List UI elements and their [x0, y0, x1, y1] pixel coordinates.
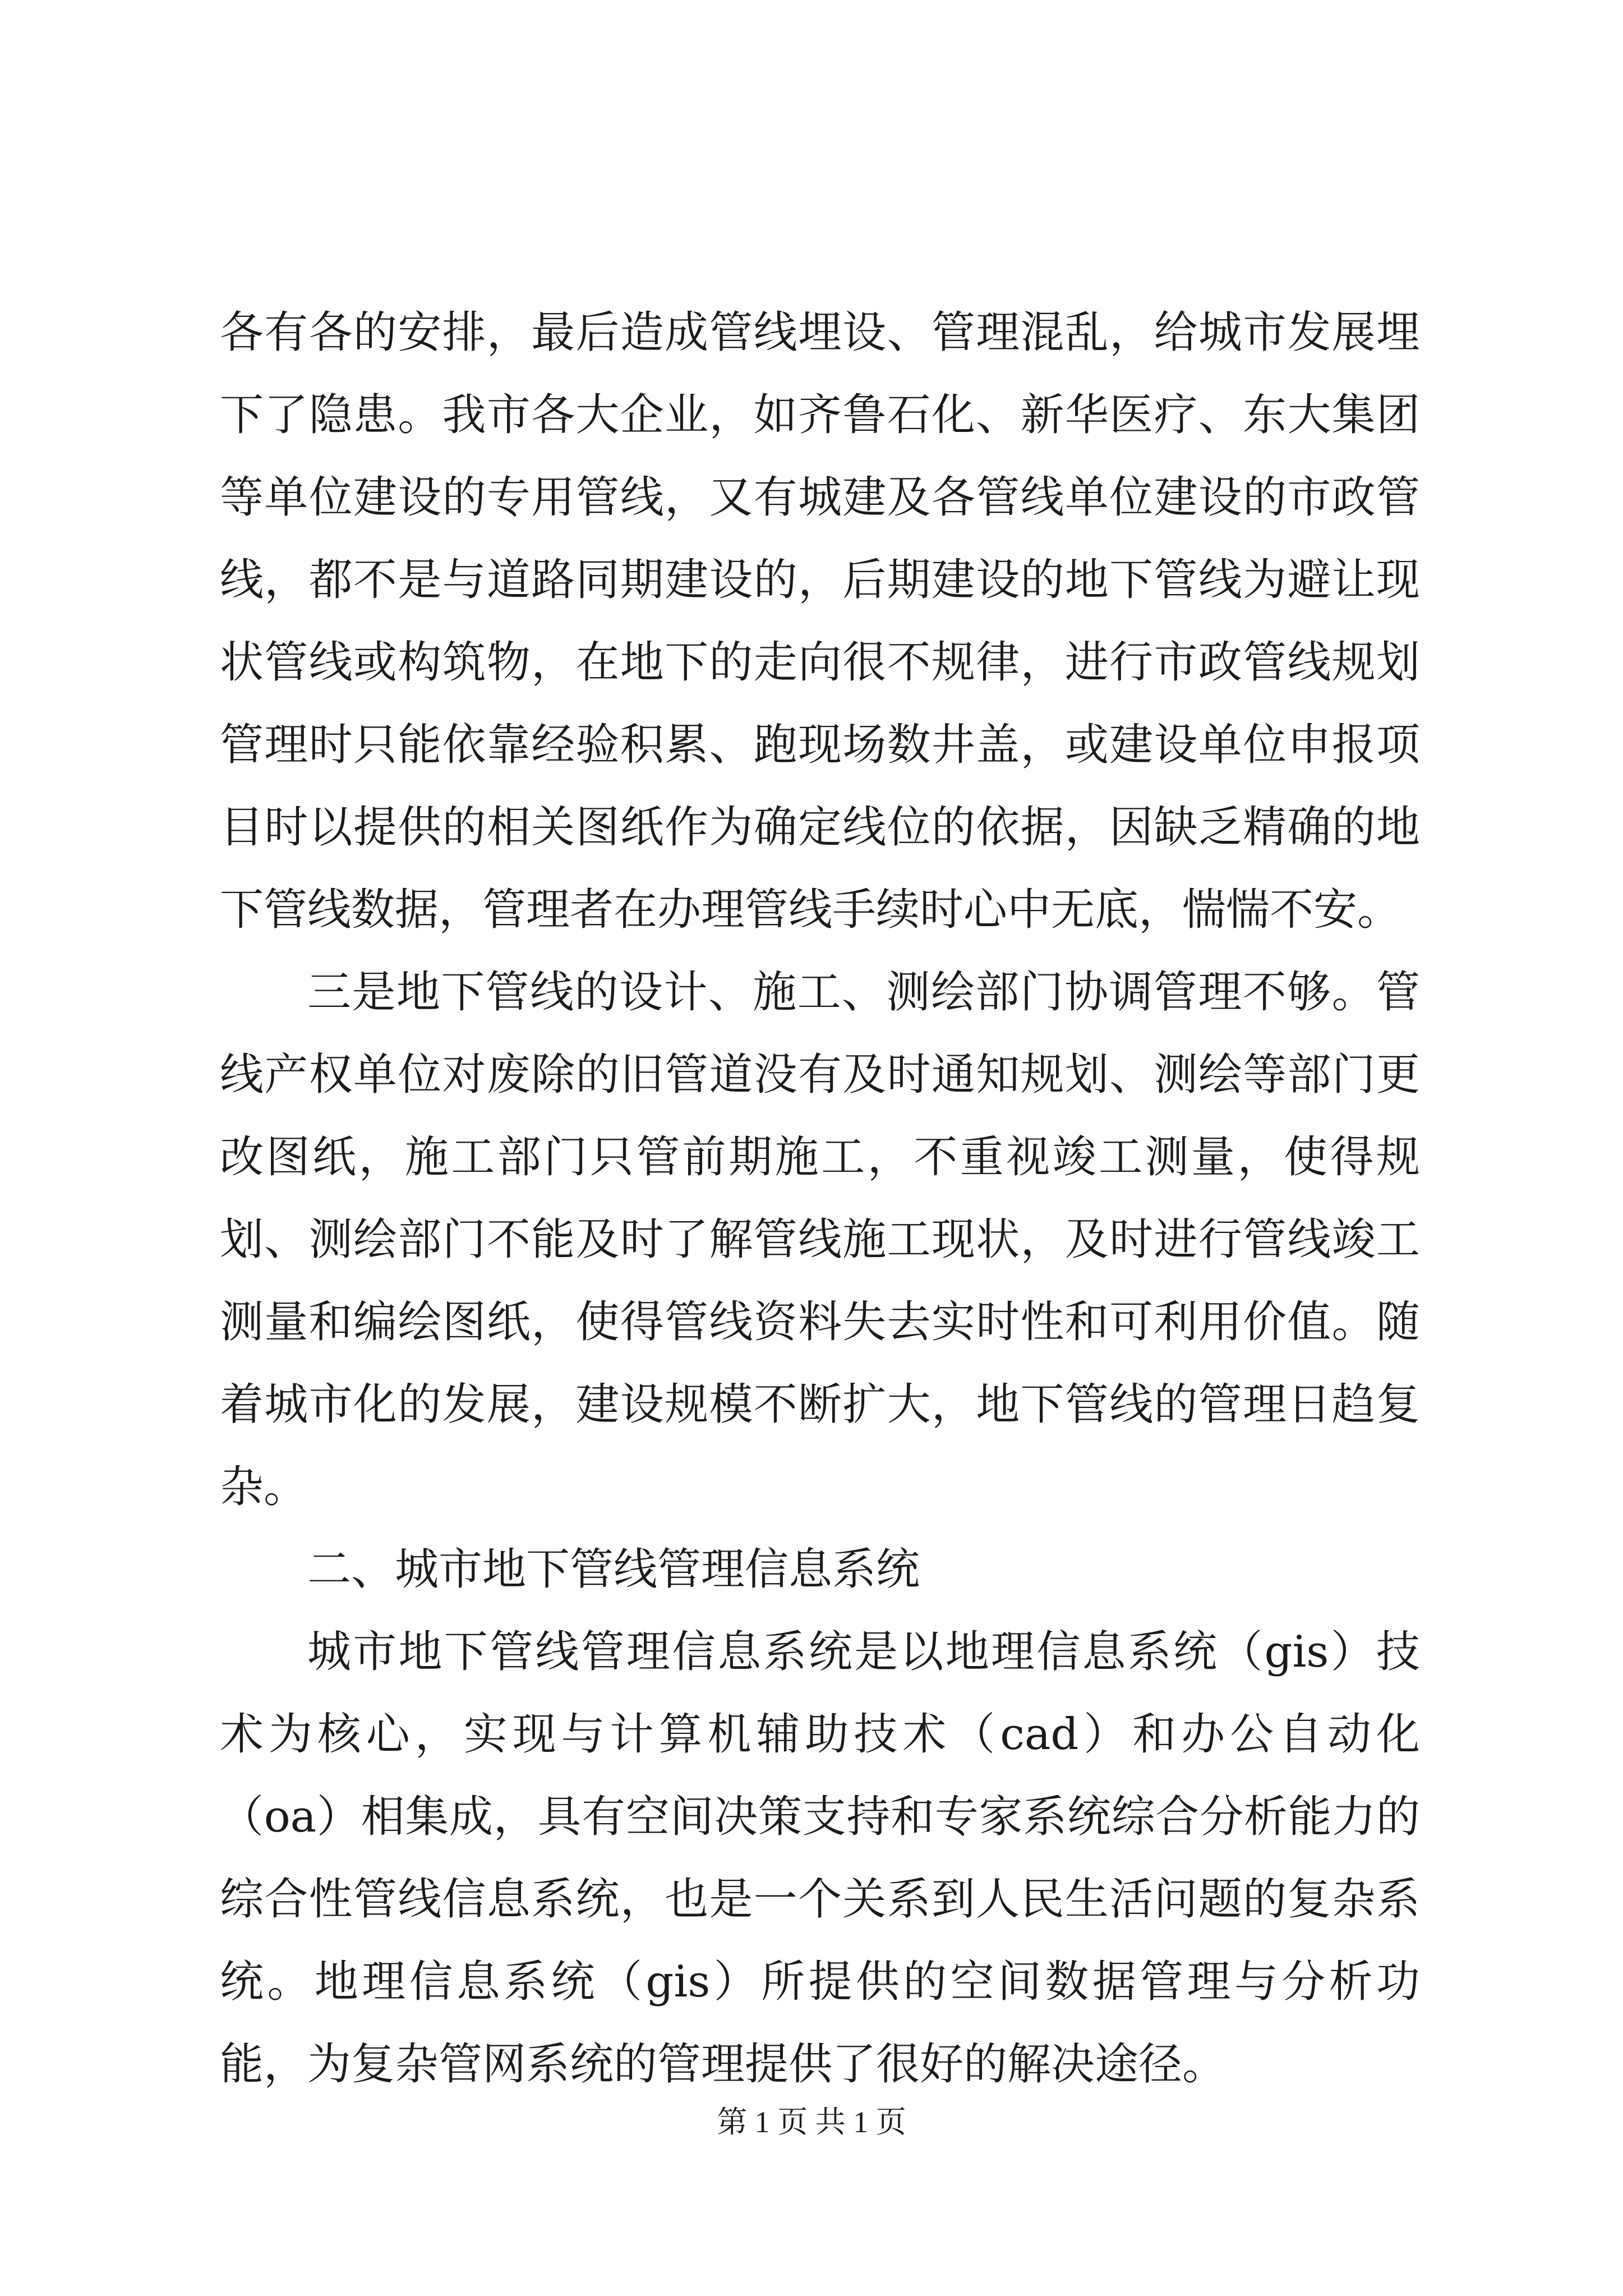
document-body [220, 292, 1420, 2106]
paragraph-gis-system: 城市地下管线管理信息系统是以地理信息系统（gis）技术为核心，实现与计算机辅助技术（cad）和办公自动化（oa）相集成，具有空间决策支持和专家系统综合分析能力的综合性管线信息系统，也是一个关系到人民生活问题的复杂系统。地理信息系统（gis）所提供的空间数据管理与分析功能，为复杂管网系统的管理提供了很好的解决途径。 [220, 1627, 1420, 2090]
paragraph-continued: 各有各的安排，最后造成管线埋设、管理混乱，给城市发展埋下了隐患。我市各大企业，如齐鲁石化、新华医疗、东大集团等单位建设的专用管线，又有城建及各管线单位建设的市政管线，都不是与道路同期建设的，后期建设的地下管线为避让现状管线或构筑物，在地下的走向很不规律，进行市政管线规划管理时只能依靠经验积累、跑现场数井盖，或建设单位申报项目时以提供的相关图纸作为确定线位的依据，因缺乏精确的地下管线数据，管理者在办理管线手续时心中无底，惴惴不安。 [220, 307, 1420, 935]
section-heading: 二、城市地下管线管理信息系统 [307, 1544, 920, 1595]
paragraph-coordination: 三是地下管线的设计、施工、测绘部门协调管理不够。管线产权单位对废除的旧管道没有及时通知规划、测绘等部门更改图纸，施工部门只管前期施工，不重视竣工测量，使得规划、测绘部门不能及时了解管线施工现状，及时进行管线竣工测量和编绘图纸，使得管线资料失去实时性和可利用价值。随着城市化的发展，建设规模不断扩大，地下管线的管理日趋复杂。 [220, 967, 1420, 1512]
page-footer: 第 1 页 共 1 页 [717, 2105, 906, 2139]
